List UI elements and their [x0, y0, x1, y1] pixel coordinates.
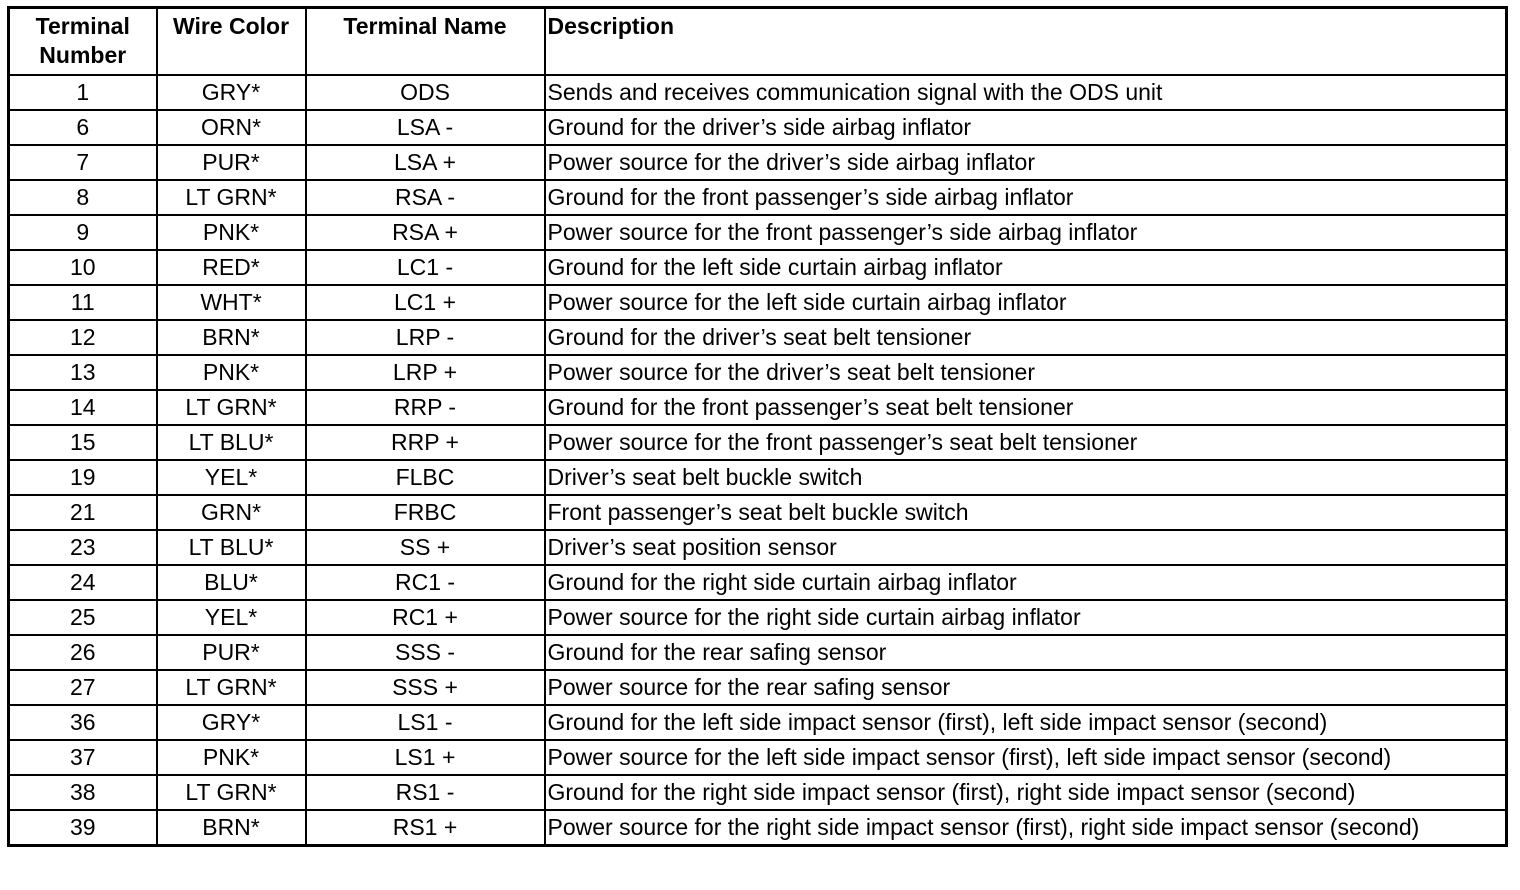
cell-description: Ground for the driver’s seat belt tensioner — [545, 320, 1507, 355]
table-row — [9, 320, 1507, 355]
table-row — [9, 460, 1507, 495]
table-row — [9, 565, 1507, 600]
cell-terminal-number: 38 — [9, 775, 157, 810]
cell-description: Ground for the front passenger’s seat belt tensioner — [545, 390, 1507, 425]
cell-wire-color: RED* — [157, 250, 306, 285]
cell-wire-color: PUR* — [157, 145, 306, 180]
cell-wire-color: YEL* — [157, 600, 306, 635]
cell-description: Power source for the left side curtain airbag inflator — [545, 285, 1507, 320]
cell-terminal-name: RS1 + — [306, 810, 545, 846]
cell-description: Power source for the rear safing sensor — [545, 670, 1507, 705]
cell-terminal-number: 36 — [9, 705, 157, 740]
cell-description: Driver’s seat position sensor — [545, 530, 1507, 565]
cell-wire-color: BRN* — [157, 320, 306, 355]
cell-terminal-number: 6 — [9, 110, 157, 145]
table-row — [9, 355, 1507, 390]
cell-terminal-name: RS1 - — [306, 775, 545, 810]
cell-terminal-number: 15 — [9, 425, 157, 460]
cell-terminal-name: FLBC — [306, 460, 545, 495]
cell-description: Ground for the rear safing sensor — [545, 635, 1507, 670]
cell-terminal-name: LS1 + — [306, 740, 545, 775]
cell-wire-color: LT GRN* — [157, 180, 306, 215]
cell-terminal-name: FRBC — [306, 495, 545, 530]
cell-description: Ground for the right side impact sensor (first), right side impact sensor (second) — [545, 775, 1507, 810]
cell-terminal-name: LC1 - — [306, 250, 545, 285]
cell-description: Power source for the right side impact sensor (first), right side impact sensor (second) — [545, 810, 1507, 846]
header-description: Description — [545, 8, 1507, 76]
cell-description: Ground for the left side curtain airbag inflator — [545, 250, 1507, 285]
cell-terminal-number: 39 — [9, 810, 157, 846]
cell-description: Power source for the front passenger’s side airbag inflator — [545, 215, 1507, 250]
cell-description: Power source for the driver’s side airbag inflator — [545, 145, 1507, 180]
header-terminal-name: Terminal Name — [306, 8, 545, 76]
cell-terminal-number: 24 — [9, 565, 157, 600]
cell-description: Power source for the front passenger’s seat belt tensioner — [545, 425, 1507, 460]
table-row — [9, 670, 1507, 705]
cell-wire-color: WHT* — [157, 285, 306, 320]
cell-wire-color: PNK* — [157, 355, 306, 390]
cell-description: Front passenger’s seat belt buckle switch — [545, 495, 1507, 530]
cell-terminal-name: RRP + — [306, 425, 545, 460]
cell-terminal-number: 1 — [9, 75, 157, 110]
cell-terminal-name: SS + — [306, 530, 545, 565]
cell-terminal-number: 7 — [9, 145, 157, 180]
cell-wire-color: LT GRN* — [157, 775, 306, 810]
cell-terminal-name: LRP + — [306, 355, 545, 390]
cell-description: Power source for the driver’s seat belt tensioner — [545, 355, 1507, 390]
cell-terminal-name: LSA - — [306, 110, 545, 145]
cell-terminal-name: LRP - — [306, 320, 545, 355]
table-row — [9, 600, 1507, 635]
table-row — [9, 530, 1507, 565]
header-terminal-number: Terminal Number — [9, 8, 157, 76]
header-row — [9, 8, 1507, 76]
cell-terminal-name: RSA + — [306, 215, 545, 250]
cell-terminal-number: 19 — [9, 460, 157, 495]
cell-terminal-name: RRP - — [306, 390, 545, 425]
cell-terminal-name: ODS — [306, 75, 545, 110]
cell-terminal-number: 26 — [9, 635, 157, 670]
table-header — [9, 8, 1507, 76]
table-body — [9, 75, 1507, 846]
table-row — [9, 495, 1507, 530]
cell-terminal-number: 9 — [9, 215, 157, 250]
table-row — [9, 110, 1507, 145]
table-row — [9, 810, 1507, 846]
cell-wire-color: LT GRN* — [157, 390, 306, 425]
cell-wire-color: BLU* — [157, 565, 306, 600]
cell-description: Power source for the left side impact sensor (first), left side impact sensor (second) — [545, 740, 1507, 775]
cell-terminal-number: 13 — [9, 355, 157, 390]
cell-terminal-number: 27 — [9, 670, 157, 705]
cell-terminal-number: 14 — [9, 390, 157, 425]
table-row — [9, 705, 1507, 740]
cell-terminal-name: RSA - — [306, 180, 545, 215]
cell-terminal-name: LSA + — [306, 145, 545, 180]
cell-wire-color: LT BLU* — [157, 530, 306, 565]
cell-description: Ground for the left side impact sensor (first), left side impact sensor (second) — [545, 705, 1507, 740]
cell-wire-color: YEL* — [157, 460, 306, 495]
cell-wire-color: PNK* — [157, 740, 306, 775]
table-row — [9, 215, 1507, 250]
terminal-table — [7, 6, 1508, 847]
cell-terminal-number: 10 — [9, 250, 157, 285]
cell-wire-color: GRY* — [157, 75, 306, 110]
terminal-table-container — [7, 6, 1508, 847]
cell-terminal-number: 21 — [9, 495, 157, 530]
header-wire-color: Wire Color — [157, 8, 306, 76]
cell-terminal-name: RC1 + — [306, 600, 545, 635]
cell-terminal-number: 12 — [9, 320, 157, 355]
table-row — [9, 180, 1507, 215]
table-row — [9, 740, 1507, 775]
cell-terminal-number: 23 — [9, 530, 157, 565]
cell-wire-color: GRN* — [157, 495, 306, 530]
table-row — [9, 145, 1507, 180]
cell-terminal-name: LS1 - — [306, 705, 545, 740]
cell-wire-color: LT GRN* — [157, 670, 306, 705]
cell-description: Ground for the front passenger’s side airbag inflator — [545, 180, 1507, 215]
cell-wire-color: LT BLU* — [157, 425, 306, 460]
cell-wire-color: ORN* — [157, 110, 306, 145]
cell-description: Driver’s seat belt buckle switch — [545, 460, 1507, 495]
table-row — [9, 250, 1507, 285]
cell-terminal-number: 11 — [9, 285, 157, 320]
table-row — [9, 75, 1507, 110]
cell-description: Power source for the right side curtain airbag inflator — [545, 600, 1507, 635]
cell-terminal-name: RC1 - — [306, 565, 545, 600]
cell-description: Ground for the driver’s side airbag inflator — [545, 110, 1507, 145]
cell-description: Sends and receives communication signal with the ODS unit — [545, 75, 1507, 110]
cell-terminal-name: LC1 + — [306, 285, 545, 320]
cell-terminal-number: 37 — [9, 740, 157, 775]
cell-terminal-number: 8 — [9, 180, 157, 215]
cell-description: Ground for the right side curtain airbag inflator — [545, 565, 1507, 600]
table-row — [9, 425, 1507, 460]
table-row — [9, 635, 1507, 670]
cell-wire-color: BRN* — [157, 810, 306, 846]
table-row — [9, 285, 1507, 320]
cell-terminal-number: 25 — [9, 600, 157, 635]
cell-wire-color: PUR* — [157, 635, 306, 670]
cell-wire-color: GRY* — [157, 705, 306, 740]
cell-wire-color: PNK* — [157, 215, 306, 250]
table-row — [9, 390, 1507, 425]
cell-terminal-name: SSS + — [306, 670, 545, 705]
cell-terminal-name: SSS - — [306, 635, 545, 670]
table-row — [9, 775, 1507, 810]
